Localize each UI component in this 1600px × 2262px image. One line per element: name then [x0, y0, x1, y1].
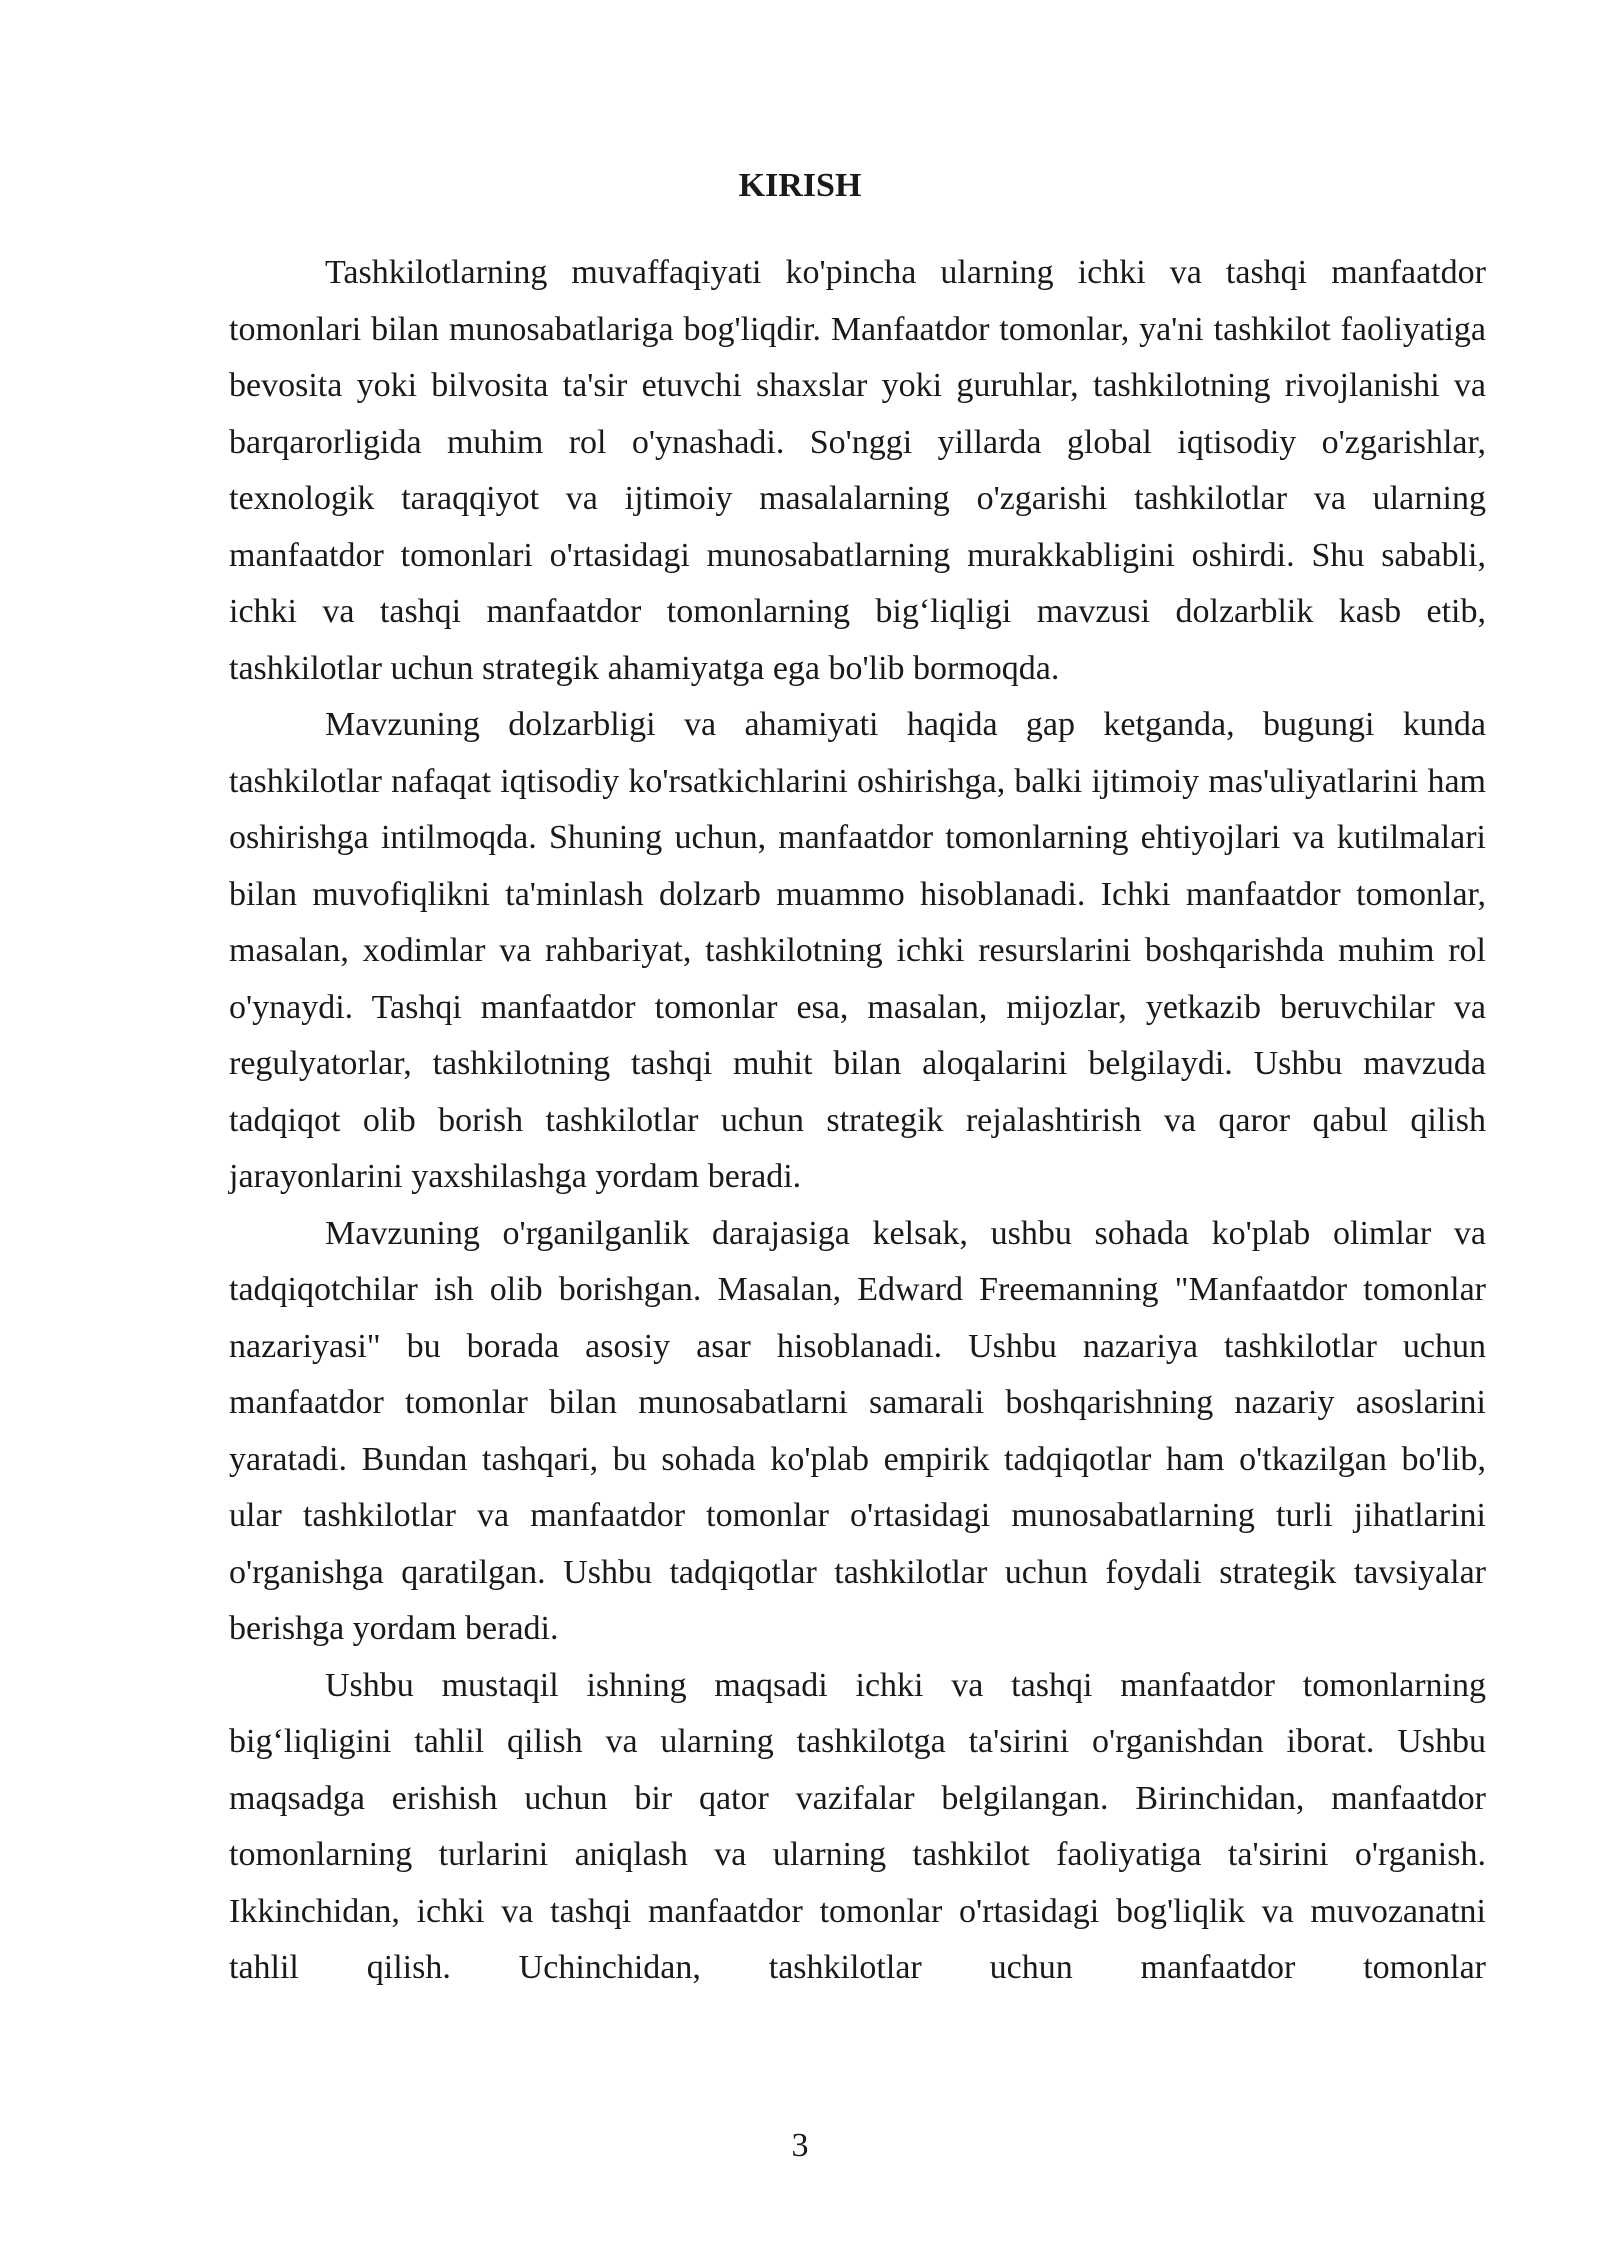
page-number: 3 [791, 2127, 809, 2164]
document-body [229, 245, 1486, 1997]
paragraph-literature-review: Mavzuning o'rganilganlik darajasiga kelsak, ushbu sohada ko'plab olimlar va tadqiqotchilar ish olib borishgan. Masalan, Edward Freemanning "Manfaatdor tomonlar nazariyasi" bu borada asosiy asar hisoblanadi. Ushbu nazariya tashkilotlar uchun manfaatdor tomonlar bilan munosabatlarni samarali boshqarishning nazariy asoslarini yaratadi. Bundan tashqari, bu sohada ko'plab empirik tadqiqotlar ham o'tkazilgan bo'lib, ular tashkilotlar va manfaatdor tomonlar o'rtasidagi munosabatlarning turli jihatlarini o'rganishga qaratilgan. Ushbu tadqiqotlar tashkilotlar uchun foydali strategik tavsiyalar berishga yordam beradi. [229, 1214, 1486, 1647]
paragraph-intro: Tashkilotlarning muvaffaqiyati ko'pincha ularning ichki va tashqi manfaatdor tomonlari bilan munosabatlariga bog'liqdir. Manfaatdor tomonlar, ya'ni tashkilot faoliyatiga bevosita yoki bilvosita ta'sir etuvchi shaxslar yoki guruhlar, tashkilotning rivojlanishi va barqarorligida muhim rol o'ynashadi. So'nggi yillarda global iqtisodiy o'zgarishlar, texnologik taraqqiyot va ijtimoiy masalalarning o'zgarishi tashkilotlar va ularning manfaatdor tomonlari o'rtasidagi munosabatlarning murakkabligini oshirdi. Shu sababli, ichki va tashqi manfaatdor tomonlarning big‘liqligi mavzusi dolzarblik kasb etib, tashkilotlar uchun strategik ahamiyatga ega bo'lib bormoqda. [229, 254, 1486, 687]
paragraph-relevance: Mavzuning dolzarbligi va ahamiyati haqida gap ketganda, bugungi kunda tashkilotlar nafaqat iqtisodiy ko'rsatkichlarini oshirishga, balki ijtimoiy mas'uliyatlarini ham oshirishga intilmoqda. Shuning uchun, manfaatdor tomonlarning ehtiyojlari va kutilmalari bilan muvofiqlikni ta'minlash dolzarb muammo hisoblanadi. Ichki manfaatdor tomonlar, masalan, xodimlar va rahbariyat, tashkilotning ichki resurslarini boshqarishda muhim rol o'ynaydi. Tashqi manfaatdor tomonlar esa, masalan, mijozlar, yetkazib beruvchilar va regulyatorlar, tashkilotning tashqi muhit bilan aloqalarini belgilaydi. Ushbu mavzuda tadqiqot olib borish tashkilotlar uchun strategik rejalashtirish va qaror qabul qilish jarayonlarini yaxshilashga yordam beradi. [229, 706, 1486, 1195]
paragraph-objectives: Ushbu mustaqil ishning maqsadi ichki va tashqi manfaatdor tomonlarning big‘liqligini tahlil qilish va ularning tashkilotga ta'sirini o'rganishdan iborat. Ushbu maqsadga erishish uchun bir qator vazifalar belgilangan. Birinchidan, manfaatdor tomonlarning turlarini aniqlash va ularning tashkilot faoliyatiga ta'sirini o'rganish. Ikkinchidan, ichki va tashqi manfaatdor tomonlar o'rtasidagi bog'liqlik va muvozanatni tahlil qilish. Uchinchidan, tashkilotlar uchun manfaatdor tomonlar [229, 1666, 1486, 1986]
page-title: KIRISH [738, 167, 862, 204]
